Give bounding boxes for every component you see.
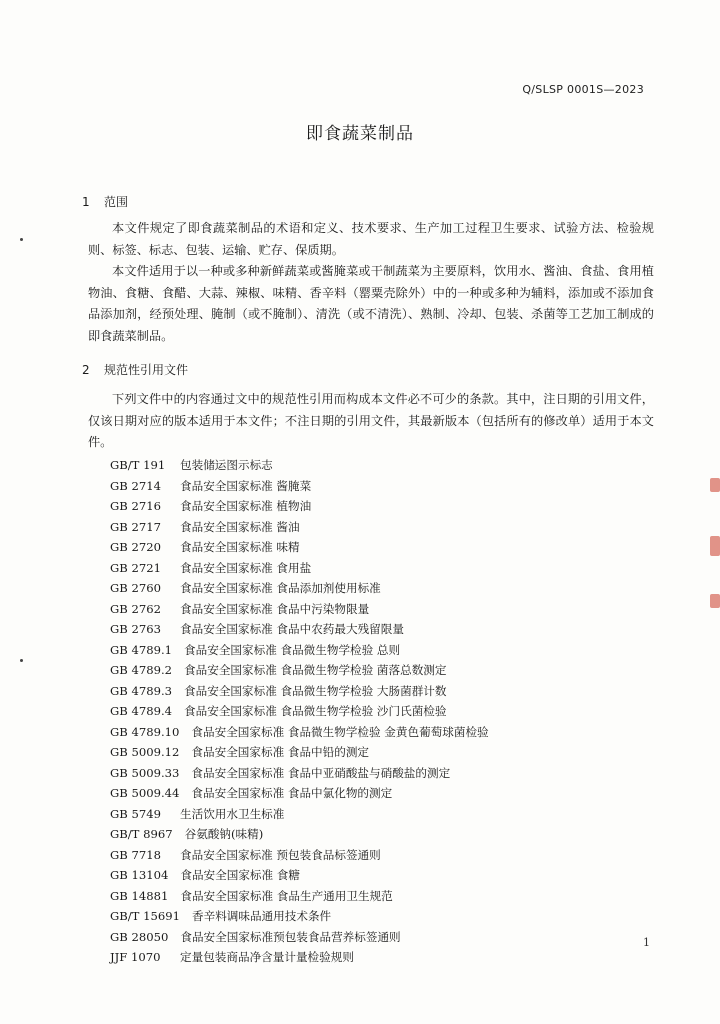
reference-code: GB 4789.3 xyxy=(110,683,173,698)
reference-title: 食品安全国家标准 食品微生物学检验 金黄色葡萄球菌检验 xyxy=(191,724,489,739)
scope-paragraph-2: 本文件适用于以一种或多种新鲜蔬菜或酱腌菜或干制蔬菜为主要原料，饮用水、酱油、食盐、食用植物油、食糖、食醋、大蒜、辣椒、味精、香辛料（罂粟壳除外）中的一种或多种为辅料，添加或不添加食品添加剂，经预处理、腌制（或不腌制）、清洗（或不清洗）、熟制、冷却、包装、杀菌等工艺加工制成的即食蔬菜制品。 xyxy=(88,264,654,343)
reference-code: GB/T 191 xyxy=(110,458,166,472)
reference-item xyxy=(110,742,670,763)
reference-item xyxy=(110,886,670,907)
reference-title: 包装储运图示标志 xyxy=(180,458,273,472)
section-number: 1 xyxy=(82,195,90,209)
reference-code: GB 2716 xyxy=(110,499,161,513)
reference-code: GB 4789.4 xyxy=(110,704,173,718)
reference-title: 食品安全国家标准 食糖 xyxy=(180,868,300,882)
reference-item xyxy=(110,455,670,476)
reference-title: 食品安全国家标准 食品中铅的测定 xyxy=(191,745,370,759)
reference-title: 食品安全国家标准 食品添加剂使用标准 xyxy=(180,581,381,595)
reference-title: 食品安全国家标准 酱腌菜 xyxy=(180,478,312,493)
reference-title: 香辛料调味品通用技术条件 xyxy=(192,909,332,923)
reference-item xyxy=(110,824,670,845)
reference-code: GB 5009.33 xyxy=(110,765,180,780)
section-heading-scope xyxy=(82,193,128,210)
reference-item xyxy=(110,681,670,702)
reference-title: 食品安全国家标准预包装食品营养标签通则 xyxy=(180,929,401,944)
section-number: 2 xyxy=(82,363,90,377)
reference-item xyxy=(110,619,670,640)
reference-code: GB 2760 xyxy=(110,581,161,595)
reference-code: GB 5009.44 xyxy=(110,786,180,800)
reference-title: 生活饮用水卫生标准 xyxy=(180,806,285,821)
reference-item xyxy=(110,783,670,804)
reference-code: GB 4789.2 xyxy=(110,663,173,677)
seal-edge-mark xyxy=(710,594,720,608)
reference-item xyxy=(110,496,670,517)
reference-title: 食品安全国家标准 食品微生物学检验 菌落总数测定 xyxy=(184,663,447,677)
reference-title: 食品安全国家标准 食品中污染物限量 xyxy=(180,601,370,616)
reference-code: GB 2721 xyxy=(110,560,161,575)
reference-item xyxy=(110,722,670,743)
reference-title: 食品安全国家标准 食品微生物学检验 大肠菌群计数 xyxy=(184,683,447,698)
reference-title: 食品安全国家标准 食品微生物学检验 沙门氏菌检验 xyxy=(184,704,447,718)
reference-code: GB 2714 xyxy=(110,478,161,493)
reference-item xyxy=(110,845,670,866)
reference-code: GB 2717 xyxy=(110,519,161,534)
reference-code: GB 4789.10 xyxy=(110,724,180,739)
reference-item xyxy=(110,804,670,825)
document-title: 即食蔬菜制品 xyxy=(306,124,414,144)
reference-item xyxy=(110,578,670,599)
references-intro-paragraph: 下列文件中的内容通过文中的规范性引用而构成本文件必不可少的条款。其中，注日期的引用文件，仅该日期对应的版本适用于本文件；不注日期的引用文件，其最新版本（包括所有的修改单）适用于本文件。 xyxy=(88,392,654,449)
reference-item xyxy=(110,537,670,558)
reference-code: GB 5749 xyxy=(110,806,161,821)
reference-title: 定量包装商品净含量计量检验规则 xyxy=(180,950,354,964)
reference-title: 食品安全国家标准 食品生产通用卫生规范 xyxy=(180,888,393,903)
reference-title: 食品安全国家标准 食品中农药最大残留限量 xyxy=(180,622,404,636)
seal-edge-mark xyxy=(710,536,720,556)
binder-hole-dot xyxy=(20,659,23,662)
reference-title: 食品安全国家标准 食品中氯化物的测定 xyxy=(191,786,393,800)
reference-item xyxy=(110,906,670,927)
reference-code: GB 2720 xyxy=(110,540,161,554)
reference-title: 食品安全国家标准 酱油 xyxy=(180,519,300,534)
reference-code: GB/T 8967 xyxy=(110,827,173,841)
reference-code: GB 4789.1 xyxy=(110,642,173,657)
reference-item xyxy=(110,640,670,661)
scope-paragraph-1: 本文件规定了即食蔬菜制品的术语和定义、技术要求、生产加工过程卫生要求、试验方法、检验规则、标签、标志、包装、运输、贮存、保质期。 xyxy=(88,221,654,257)
reference-code: JJF 1070 xyxy=(110,950,161,964)
page-number: 1 xyxy=(643,936,650,949)
reference-item xyxy=(110,476,670,497)
reference-item xyxy=(110,763,670,784)
reference-code: GB 14881 xyxy=(110,888,169,903)
reference-title: 食品安全国家标准 味精 xyxy=(180,540,300,554)
reference-code: GB/T 15691 xyxy=(110,909,180,923)
reference-code: GB 13104 xyxy=(110,868,169,882)
section-title: 规范性引用文件 xyxy=(104,363,189,377)
reference-title: 食品安全国家标准 食用盐 xyxy=(180,560,312,575)
reference-code: GB 2763 xyxy=(110,622,161,636)
reference-item xyxy=(110,701,670,722)
reference-item xyxy=(110,558,670,579)
reference-item xyxy=(110,927,670,948)
reference-item xyxy=(110,660,670,681)
seal-edge-mark xyxy=(710,478,720,492)
binder-hole-dot xyxy=(20,238,23,241)
reference-code: GB 7718 xyxy=(110,847,161,862)
reference-title: 食品安全国家标准 食品中亚硝酸盐与硝酸盐的测定 xyxy=(191,765,451,780)
reference-item xyxy=(110,865,670,886)
reference-code: GB 2762 xyxy=(110,601,161,616)
standard-code: Q/SLSP 0001S—2023 xyxy=(522,83,644,96)
reference-title: 谷氨酸钠(味精) xyxy=(184,827,264,841)
reference-list xyxy=(110,455,670,968)
reference-item xyxy=(110,517,670,538)
reference-title: 食品安全国家标准 植物油 xyxy=(180,499,312,513)
section-title: 范围 xyxy=(104,195,129,209)
reference-code: GB 28050 xyxy=(110,929,169,944)
reference-item xyxy=(110,947,670,968)
reference-title: 食品安全国家标准 食品微生物学检验 总则 xyxy=(184,642,401,657)
reference-code: GB 5009.12 xyxy=(110,745,180,759)
reference-title: 食品安全国家标准 预包装食品标签通则 xyxy=(180,847,381,862)
reference-item xyxy=(110,599,670,620)
section-heading-normative-references xyxy=(82,361,188,378)
